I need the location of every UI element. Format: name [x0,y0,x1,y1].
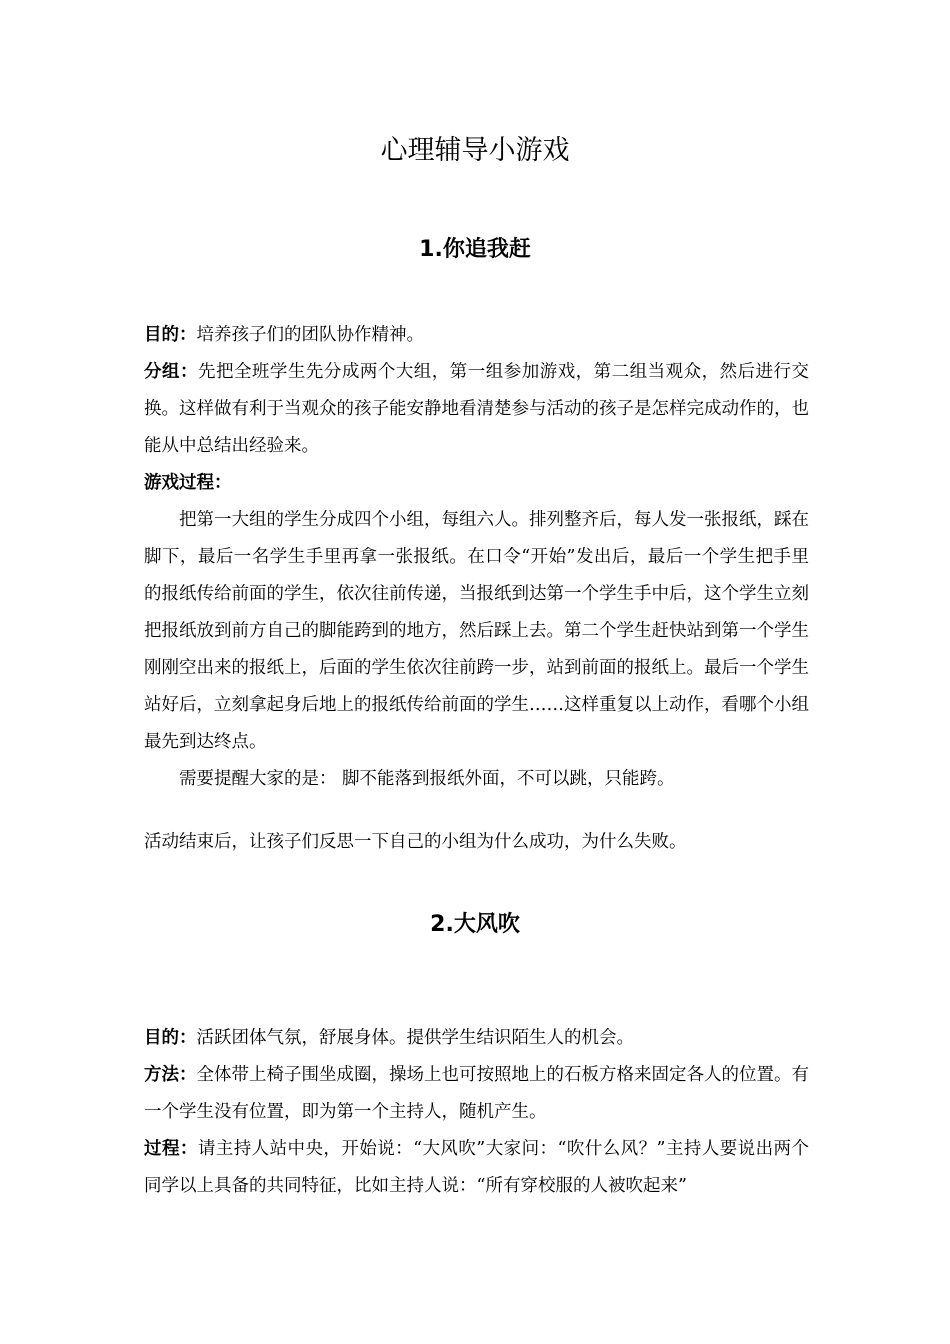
method-text: 全体带上椅子围坐成圈，操场上也可按照地上的石板方格来固定各人的位置。有一个学生没有位置，即为第一个主持人，随机产生。 [144,1065,809,1122]
grouping-label: 分组： [144,362,198,382]
section-1-grouping [144,354,809,465]
process-label: 过程： [144,1139,198,1159]
reflection-text: 活动结束后，让孩子们反思一下自己的小组为什么成功，为什么失败。 [144,832,687,852]
purpose-label: 目的： [144,325,197,345]
section-2-method [144,1057,809,1131]
section-1-process-text: 把第一大组的学生分成四个小组，每组六人。排列整齐后，每人发一张报纸，踩在脚下，最后一名学生手里再拿一张报纸。在口令“开始”发出后，最后一个学生把手里的报纸传给前面的学生，依次往前传递，当报纸到达第一个学生手中后，这个学生立刻把报纸放到前方自己的脚能跨到的地方，然后踩上去。第二个学生赶快站到第一个学生刚刚空出来的报纸上，后面的学生依次往前跨一步，站到前面的报纸上。最后一个学生站好后，立刻拿起身后地上的报纸传给前面的学生……这样重复以上动作，看哪个小组最先到达终点。 [144,510,809,752]
purpose-label: 目的： [144,1028,197,1048]
process-text: 请主持人站中央，开始说：“大风吹”大家问：“吹什么风？”主持人要说出两个同学以上具备的共同特征，比如主持人说：“所有穿校服的人被吹起来” [144,1139,809,1196]
section-1-body [144,317,809,798]
section-2-heading: 2.大风吹 [430,912,520,937]
section-1-reflection [144,824,809,861]
document-title: 心理辅导小游戏 [380,135,570,166]
method-label: 方法： [144,1065,197,1085]
section-2-process [144,1131,809,1205]
section-2-body [144,1020,809,1205]
section-1-purpose [144,317,809,354]
purpose-text: 培养孩子们的团队协作精神。 [196,325,424,345]
process-label: 游戏过程： [144,473,232,493]
purpose-text: 活跃团体气氛，舒展身体。提供学生结识陌生人的机会。 [196,1028,634,1048]
section-1-heading: 1.你追我赶 [419,237,531,262]
grouping-text: 先把全班学生先分成两个大组，第一组参加游戏，第二组当观众，然后进行交换。这样做有利于当观众的孩子能安静地看清楚参与活动的孩子是怎样完成动作的，也能从中总结出经验来。 [144,362,810,456]
section-1-reminder: 需要提醒大家的是： 脚不能落到报纸外面，不可以跳，只能跨。 [179,769,675,789]
section-1-process-label-line [144,465,809,502]
section-2-purpose [144,1020,809,1057]
